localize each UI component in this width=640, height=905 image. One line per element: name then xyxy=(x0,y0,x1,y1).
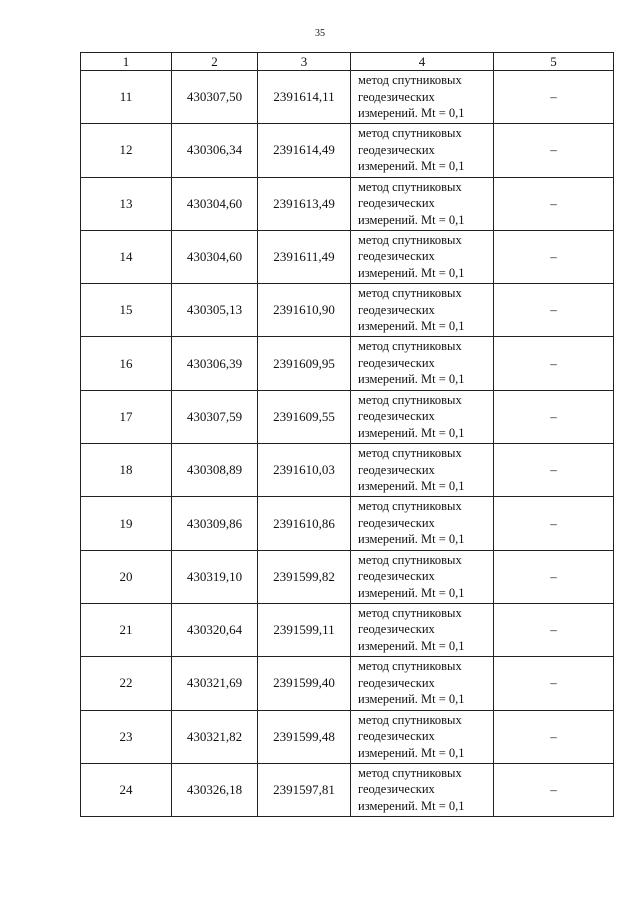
point-number-cell: 22 xyxy=(81,657,172,710)
dash-mark: – xyxy=(550,89,557,105)
y-coordinate-cell: 2391599,82 xyxy=(258,550,351,603)
method-cell xyxy=(351,763,494,816)
dash-mark: – xyxy=(550,568,557,584)
point-number-cell: 21 xyxy=(81,603,172,656)
x-coordinate-cell: 430304,60 xyxy=(172,177,258,230)
table-row xyxy=(81,603,614,656)
y-coordinate-cell: 2391614,49 xyxy=(258,124,351,177)
dash-mark: – xyxy=(550,622,557,638)
method-line: метод спутниковых xyxy=(358,712,462,727)
method-line: метод спутниковых xyxy=(358,339,462,354)
column-header-3: 3 xyxy=(258,53,351,71)
method-cell xyxy=(351,124,494,177)
method-line: измерений. Mt = 0,1 xyxy=(358,798,465,813)
method-line: геодезических xyxy=(358,355,435,370)
dash-mark: – xyxy=(550,675,557,691)
method-line: метод спутниковых xyxy=(358,73,462,87)
note-cell xyxy=(494,337,614,390)
dash-mark: – xyxy=(550,355,557,371)
method-line: метод спутниковых xyxy=(358,552,462,567)
method-line: измерений. Mt = 0,1 xyxy=(358,479,465,494)
column-header-4: 4 xyxy=(351,53,494,71)
table-row xyxy=(81,390,614,443)
table-row xyxy=(81,444,614,497)
point-number-cell: 23 xyxy=(81,710,172,763)
method-line: геодезических xyxy=(358,729,435,744)
x-coordinate-cell: 430308,89 xyxy=(172,444,258,497)
method-cell xyxy=(351,444,494,497)
y-coordinate-cell: 2391599,11 xyxy=(258,603,351,656)
method-line: измерений. Mt = 0,1 xyxy=(358,372,465,387)
x-coordinate-cell: 430307,50 xyxy=(172,71,258,124)
page-number: 35 xyxy=(315,28,325,39)
y-coordinate-cell: 2391609,55 xyxy=(258,390,351,443)
x-coordinate-cell: 430309,86 xyxy=(172,497,258,550)
method-line: геодезических xyxy=(358,569,435,584)
table-row xyxy=(81,657,614,710)
method-cell xyxy=(351,550,494,603)
method-line: измерений. Mt = 0,1 xyxy=(358,212,465,227)
method-cell xyxy=(351,337,494,390)
method-line: геодезических xyxy=(358,622,435,637)
point-number-cell: 17 xyxy=(81,390,172,443)
coordinates-table xyxy=(80,52,614,817)
table-body xyxy=(81,71,614,817)
point-number-cell: 11 xyxy=(81,71,172,124)
method-line: геодезических xyxy=(358,249,435,264)
note-cell xyxy=(494,124,614,177)
method-cell xyxy=(351,657,494,710)
x-coordinate-cell: 430305,13 xyxy=(172,284,258,337)
note-cell xyxy=(494,177,614,230)
method-line: геодезических xyxy=(358,675,435,690)
note-cell xyxy=(494,71,614,124)
method-line: измерений. Mt = 0,1 xyxy=(358,532,465,547)
method-line: метод спутниковых xyxy=(358,392,462,407)
table-row xyxy=(81,284,614,337)
method-cell xyxy=(351,177,494,230)
column-header-1: 1 xyxy=(81,53,172,71)
note-cell xyxy=(494,284,614,337)
x-coordinate-cell: 430307,59 xyxy=(172,390,258,443)
y-coordinate-cell: 2391610,86 xyxy=(258,497,351,550)
table-row xyxy=(81,71,614,124)
note-cell xyxy=(494,710,614,763)
method-line: метод спутниковых xyxy=(358,659,462,674)
method-line: геодезических xyxy=(358,409,435,424)
method-line: геодезических xyxy=(358,142,435,157)
table-row xyxy=(81,230,614,283)
dash-mark: – xyxy=(550,728,557,744)
dash-mark: – xyxy=(550,462,557,478)
point-number-cell: 20 xyxy=(81,550,172,603)
table-row xyxy=(81,710,614,763)
method-cell xyxy=(351,710,494,763)
method-line: измерений. Mt = 0,1 xyxy=(358,319,465,334)
method-line: измерений. Mt = 0,1 xyxy=(358,585,465,600)
method-cell xyxy=(351,71,494,124)
note-cell xyxy=(494,390,614,443)
method-line: метод спутниковых xyxy=(358,765,462,780)
table-row xyxy=(81,763,614,816)
method-line: метод спутниковых xyxy=(358,179,462,194)
y-coordinate-cell: 2391599,40 xyxy=(258,657,351,710)
dash-mark: – xyxy=(550,195,557,211)
method-line: измерений. Mt = 0,1 xyxy=(358,265,465,280)
y-coordinate-cell: 2391610,90 xyxy=(258,284,351,337)
note-cell xyxy=(494,230,614,283)
note-cell xyxy=(494,657,614,710)
dash-mark: – xyxy=(550,515,557,531)
column-header-2: 2 xyxy=(172,53,258,71)
method-line: измерений. Mt = 0,1 xyxy=(358,692,465,707)
method-line: геодезических xyxy=(358,196,435,211)
note-cell xyxy=(494,550,614,603)
y-coordinate-cell: 2391611,49 xyxy=(258,230,351,283)
method-line: геодезических xyxy=(358,515,435,530)
y-coordinate-cell: 2391610,03 xyxy=(258,444,351,497)
method-line: измерений. Mt = 0,1 xyxy=(358,745,465,760)
method-cell xyxy=(351,390,494,443)
x-coordinate-cell: 430319,10 xyxy=(172,550,258,603)
x-coordinate-cell: 430326,18 xyxy=(172,763,258,816)
point-number-cell: 19 xyxy=(81,497,172,550)
point-number-cell: 24 xyxy=(81,763,172,816)
note-cell xyxy=(494,763,614,816)
dash-mark: – xyxy=(550,302,557,318)
y-coordinate-cell: 2391614,11 xyxy=(258,71,351,124)
point-number-cell: 12 xyxy=(81,124,172,177)
method-line: геодезических xyxy=(358,782,435,797)
note-cell xyxy=(494,497,614,550)
dash-mark: – xyxy=(550,408,557,424)
note-cell xyxy=(494,603,614,656)
method-cell xyxy=(351,497,494,550)
method-line: измерений. Mt = 0,1 xyxy=(358,425,465,440)
dash-mark: – xyxy=(550,782,557,797)
method-line: измерений. Mt = 0,1 xyxy=(358,159,465,174)
x-coordinate-cell: 430304,60 xyxy=(172,230,258,283)
method-cell xyxy=(351,603,494,656)
method-line: метод спутниковых xyxy=(358,499,462,514)
dash-mark: – xyxy=(550,142,557,158)
point-number-cell: 15 xyxy=(81,284,172,337)
method-cell xyxy=(351,230,494,283)
table-row xyxy=(81,550,614,603)
y-coordinate-cell: 2391599,48 xyxy=(258,710,351,763)
x-coordinate-cell: 430306,39 xyxy=(172,337,258,390)
method-line: метод спутниковых xyxy=(358,126,462,141)
point-number-cell: 16 xyxy=(81,337,172,390)
method-line: метод спутниковых xyxy=(358,286,462,301)
x-coordinate-cell: 430321,82 xyxy=(172,710,258,763)
table-row xyxy=(81,337,614,390)
x-coordinate-cell: 430320,64 xyxy=(172,603,258,656)
table-row xyxy=(81,124,614,177)
y-coordinate-cell: 2391597,81 xyxy=(258,763,351,816)
method-line: метод спутниковых xyxy=(358,446,462,461)
method-line: геодезических xyxy=(358,302,435,317)
note-cell xyxy=(494,444,614,497)
table-row xyxy=(81,497,614,550)
method-line: метод спутниковых xyxy=(358,605,462,620)
table-header-row xyxy=(81,53,614,71)
method-cell xyxy=(351,284,494,337)
method-line: метод спутниковых xyxy=(358,232,462,247)
method-line: измерений. Mt = 0,1 xyxy=(358,106,465,120)
method-line: геодезических xyxy=(358,462,435,477)
method-line: измерений. Mt = 0,1 xyxy=(358,638,465,653)
y-coordinate-cell: 2391613,49 xyxy=(258,177,351,230)
point-number-cell: 13 xyxy=(81,177,172,230)
column-header-5: 5 xyxy=(494,53,614,71)
y-coordinate-cell: 2391609,95 xyxy=(258,337,351,390)
point-number-cell: 14 xyxy=(81,230,172,283)
x-coordinate-cell: 430321,69 xyxy=(172,657,258,710)
point-number-cell: 18 xyxy=(81,444,172,497)
table-row xyxy=(81,177,614,230)
method-line: геодезических xyxy=(358,89,435,104)
x-coordinate-cell: 430306,34 xyxy=(172,124,258,177)
dash-mark: – xyxy=(550,249,557,265)
